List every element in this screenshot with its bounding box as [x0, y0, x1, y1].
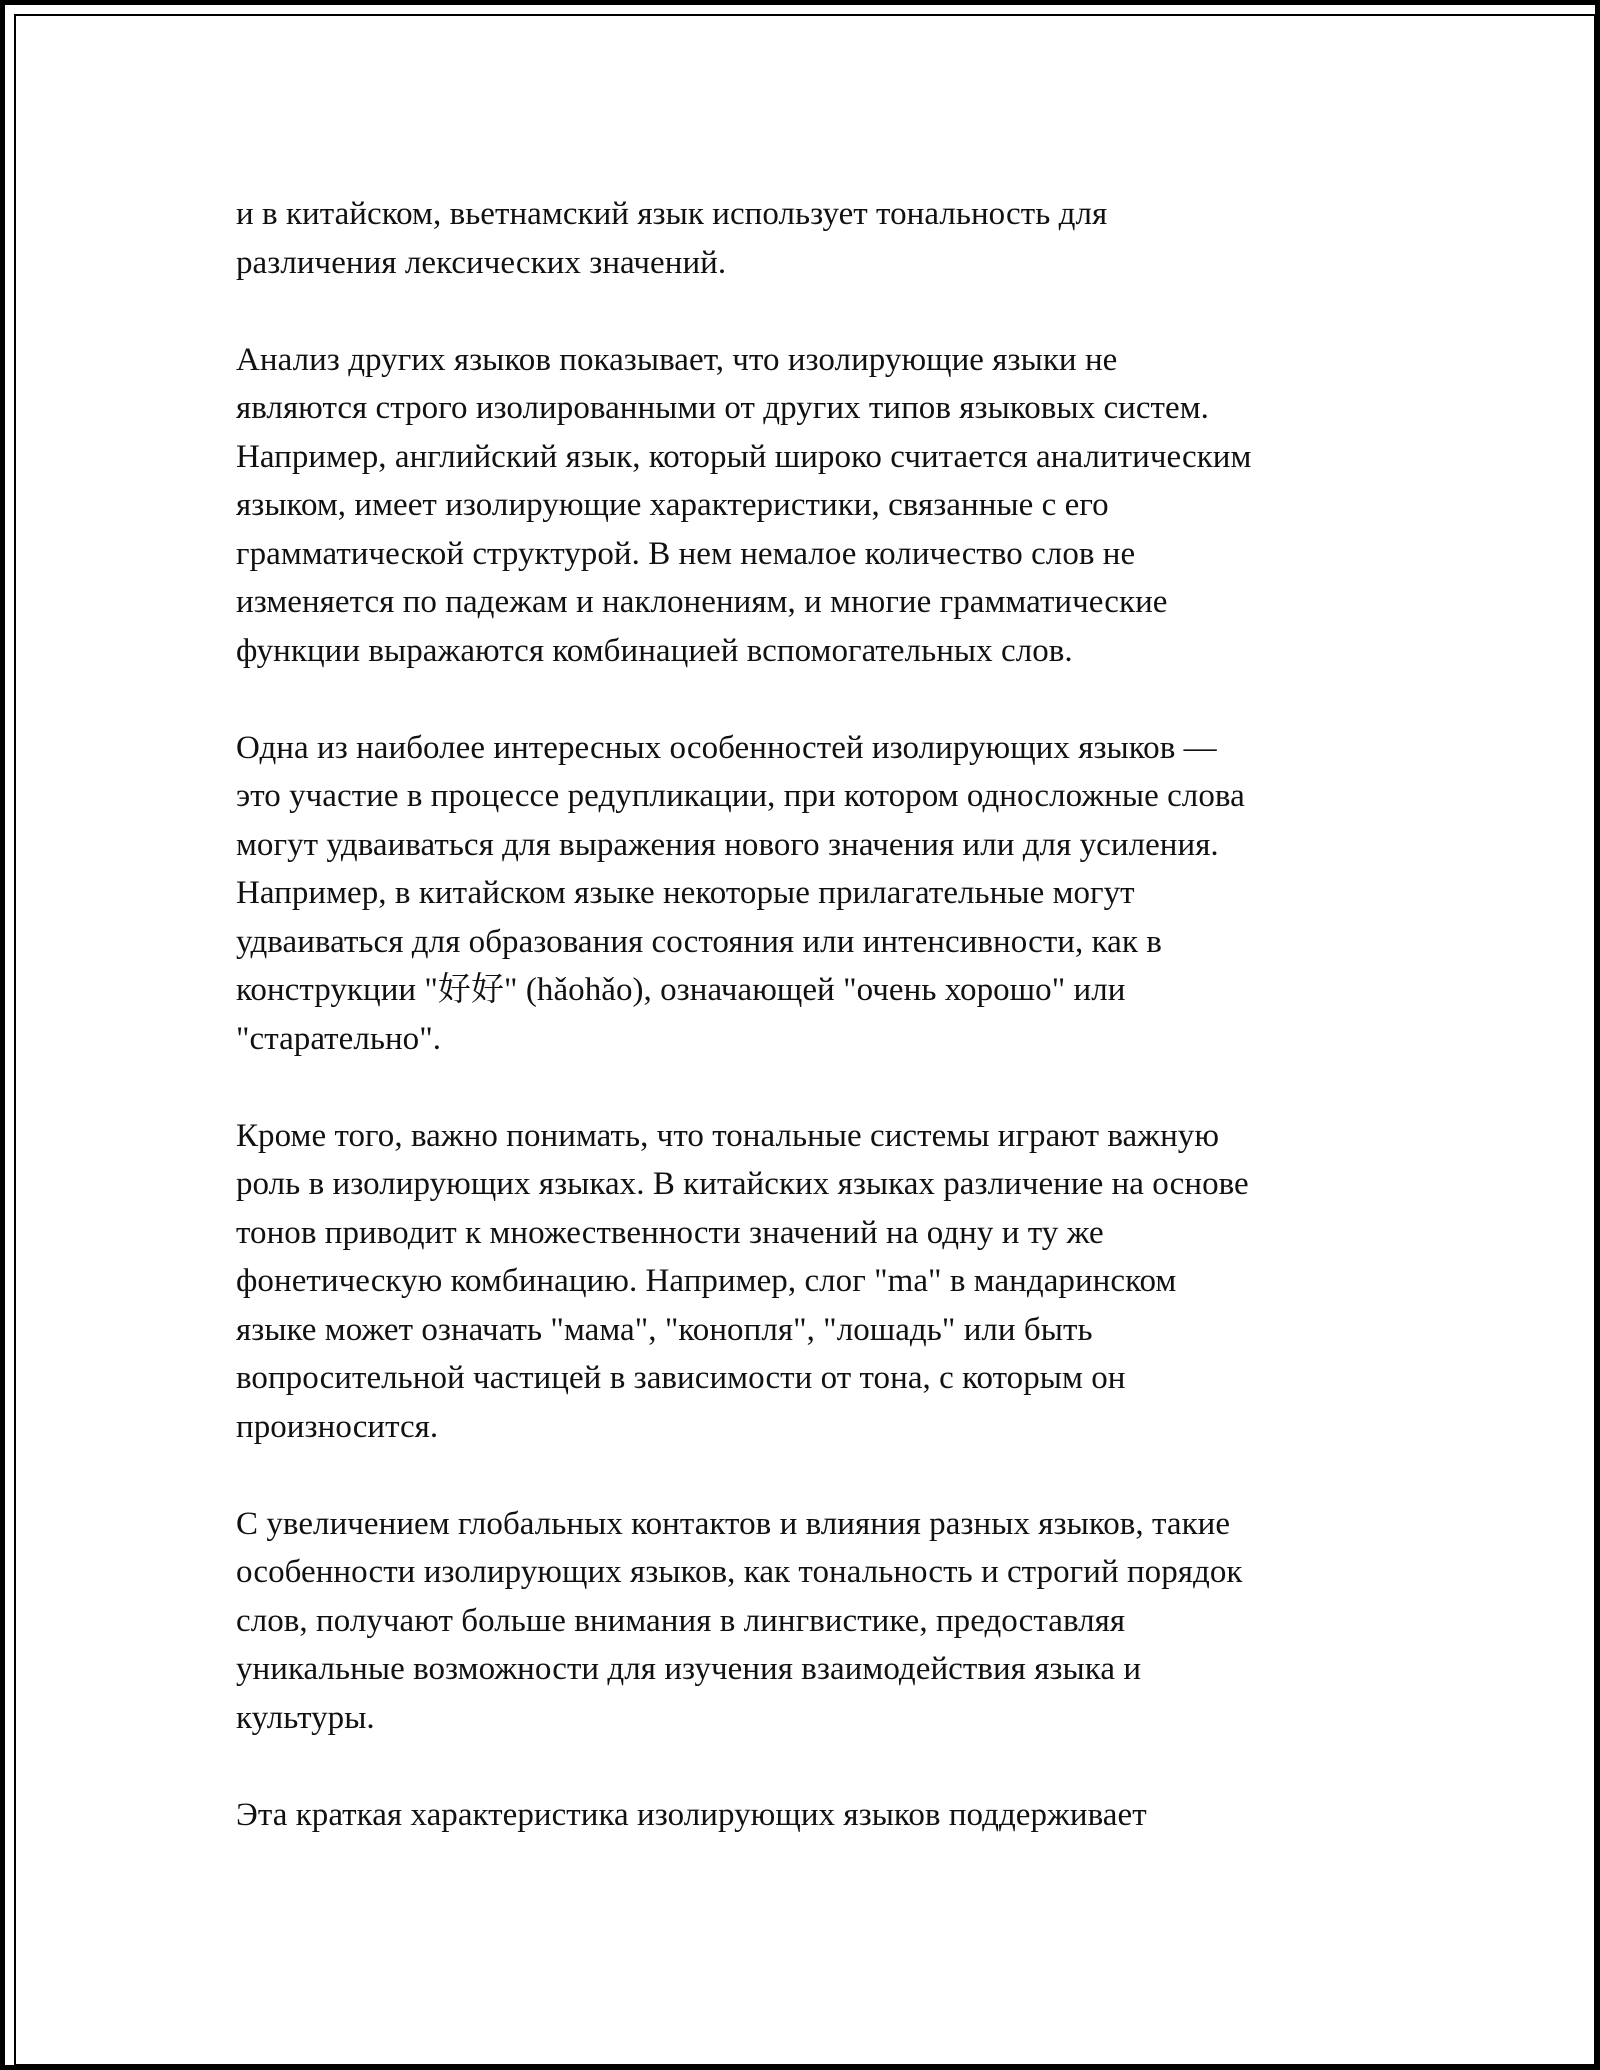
paragraph-5: С увеличением глобальных контактов и влияния разных языков, такие особенности изолирующих языков, как тональность и строгий порядок слов, получают больше внимания в лингвистике, предоставляя уникальные возможности для изучения взаимодействия языка и культуры.	[236, 1505, 1243, 1736]
paragraph-4: Кроме того, важно понимать, что тональные системы играют важную роль в изолирующих языках. В китайских языках различение на основе тонов приводит к множественности значений на одну и ту же фонетическую комбинацию. Например, слог "ma" в мандаринском языке может означать "мама", "конопля", "лошадь" или быть вопросительной частицей в зависимости от тона, с которым он произносится.	[236, 1117, 1249, 1445]
document-text	[236, 190, 1396, 1839]
paragraph-6: Эта краткая характеристика изолирующих языков поддерживает	[236, 1796, 1147, 1833]
paragraph-3: Одна из наиболее интересных особенностей изолирующих языков — это участие в процессе редупликации, при котором односложные слова могут удваиваться для выражения нового значения или для усиления. Например, в китайском языке некоторые прилагательные могут удваиваться для образования состояния или интенсивности, как в конструкции "好好" (hǎohǎo), означающей "очень хорошо" или "старательно".	[236, 729, 1245, 1057]
paragraph-2: Анализ других языков показывает, что изолирующие языки не являются строго изолированными от других типов языковых систем. Например, английский язык, который широко считается аналитическим языком, имеет изолирующие характеристики, связанные с его грамматической структурой. В нем немалое количество слов не изменяется по падежам и наклонениям, и многие грамматические функции выражаются комбинацией вспомогательных слов.	[236, 341, 1252, 669]
paragraph-1: и в китайском, вьетнамский язык использует тональность для различения лексических значений.	[236, 196, 1108, 281]
